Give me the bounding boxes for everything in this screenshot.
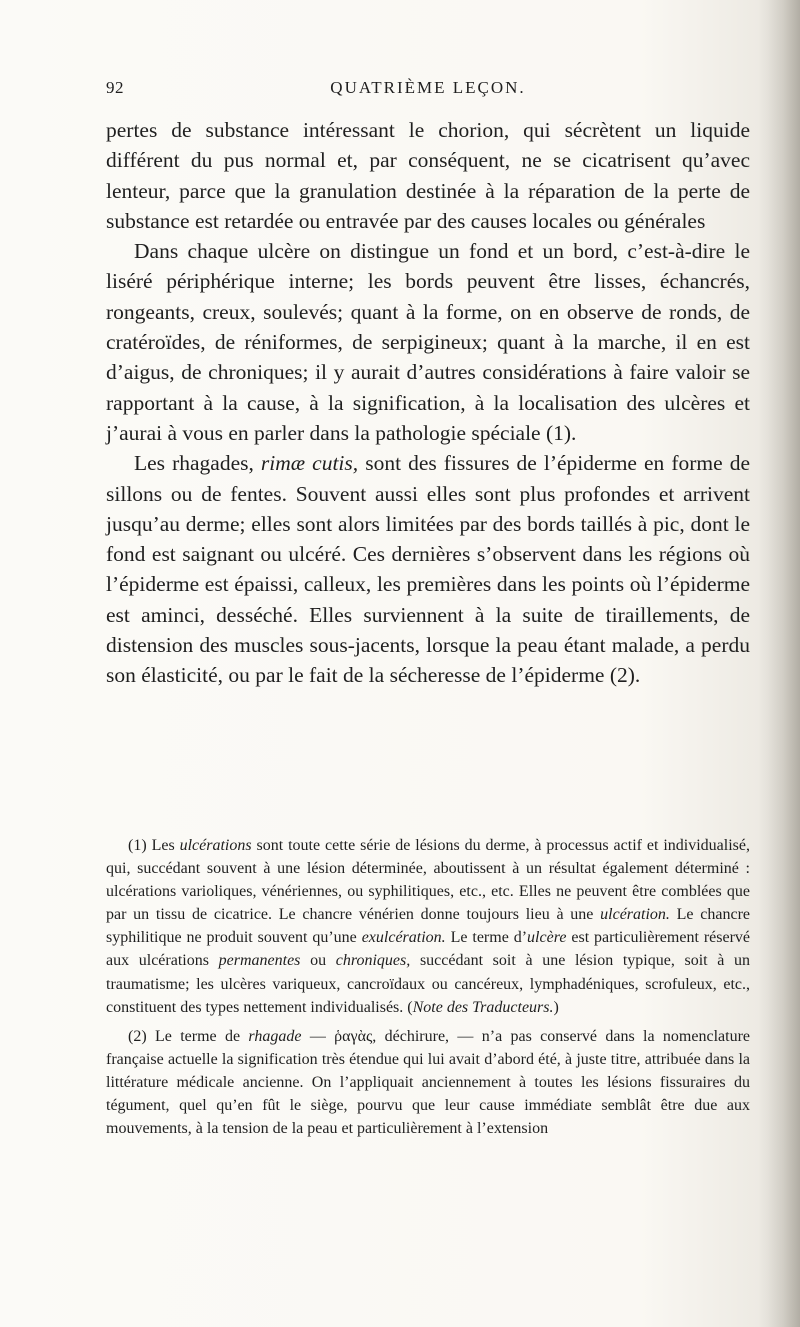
fn1-italic: ulcérations [179, 837, 252, 854]
paragraph-rhagades [106, 448, 750, 690]
fn1-text: ou [310, 952, 327, 970]
footnotes [106, 834, 750, 1146]
page-number: 92 [106, 78, 124, 97]
fn1-italic: chroniques, [335, 952, 411, 970]
main-text [106, 115, 750, 691]
paragraph-ulcers: Dans chaque ulcère on distingue un fond et un bord, c’est-à-dire le liséré périphérique interne; les bords peuvent être lisses, échancrés, rongeants, creux, soulevés; quant à la forme, on en observe de ronds, de cratéroïdes, de réniformes, de serpigineux; quant à la marche, il en est d’aigus, de chroniques; il y aurait d’autres considérations à faire valoir se rapportant à la cause, à la signification, à la localisation des ulcères et j’aurai à vous en parler dans la pathologie spéciale (1). [106, 239, 750, 445]
fn1-text: (1) Les [128, 837, 175, 854]
fn1-text: est particulièrement réservé aux ulcérations [106, 929, 750, 970]
running-head: QUATRIÈME LEÇON. [330, 78, 526, 97]
fn1-text: ) [553, 998, 559, 1016]
fn1-italic: permanentes [218, 952, 301, 970]
fn1-italic: exulcération. [361, 929, 446, 947]
fn1-text: Le chancre syphilitique ne produit souvent qu’une [106, 906, 751, 947]
fn1-text: sont toute cette série de lésions du derme, à processus actif et individualisé, qui, succédant souvent à une lésion déterminée, aboutissent à un résultat également déterminé : ulcérations varioliques, vénériennes, ou syphilitiques, etc., etc. Elles ne peuvent être comblées que par un tissu de cicatrice. Le chancre vénérien donne toujours lieu à une [106, 837, 751, 924]
fn2-text: (2) Le terme de [128, 1027, 241, 1045]
footnote-1 [106, 834, 750, 1019]
fn2-italic: rhagade [248, 1027, 302, 1045]
footnote-2 [106, 1025, 750, 1140]
fn1-text: succédant soit à une lésion typique, soit à un traumatisme; les ulcères variqueux, cancroïdaux ou cancéreux, lymphadéniques, scrofuleux, etc., constituent des types nettement individualisés. ( [106, 952, 751, 1016]
paragraph-continued: pertes de substance intéressant le chorion, qui sécrètent un liquide différent du pus normal et, par conséquent, ne se cicatrisent qu’avec lenteur, parce que la granulation destinée à la réparation de la perte de substance est retardée ou entravée par des causes locales ou générales [106, 118, 750, 233]
fn1-text: Le terme d’ [450, 929, 528, 947]
fn1-italic: ulcération. [600, 906, 670, 924]
page-header [106, 78, 750, 104]
fn1-italic: ulcère [527, 929, 567, 947]
rhagades-intro: Les rhagades, [134, 451, 254, 476]
page-edge-shadow [758, 0, 800, 1327]
latin-term: rimæ cutis, [260, 451, 359, 476]
fn2-text: — ῥαγὰς, déchirure, — n’a pas conservé dans la nomenclature française actuelle la signification très étendue qui lui avait d’abord été, à juste titre, attribuée dans la littérature médicale ancienne. On l’appliquait anciennement à toutes les lésions fissuraires du tégument, quel qu’en fût le siège, pourvu que leur cause immédiate semblât être due aux mouvements, à la tension de la peau et particulièrement à l’extension [106, 1027, 751, 1138]
rhagades-text: sont des fissures de l’épiderme en forme de sillons ou de fentes. Souvent aussi elles sont plus profondes et arrivent jusqu’au derme; elles sont alors limitées par des bords taillés à pic, dont le fond est saignant ou ulcéré. Ces dernières s’observent dans les régions où l’épiderme est épaissi, calleux, les premières dans les points où l’épiderme est aminci, desséché. Elles surviennent à la suite de tiraillements, de distension des muscles sous-jacents, lorsque la peau étant malade, a perdu son élasticité, ou par le fait de la sécheresse de l’épiderme (2). [106, 451, 750, 688]
fn1-italic: Note des Traducteurs. [412, 998, 554, 1016]
